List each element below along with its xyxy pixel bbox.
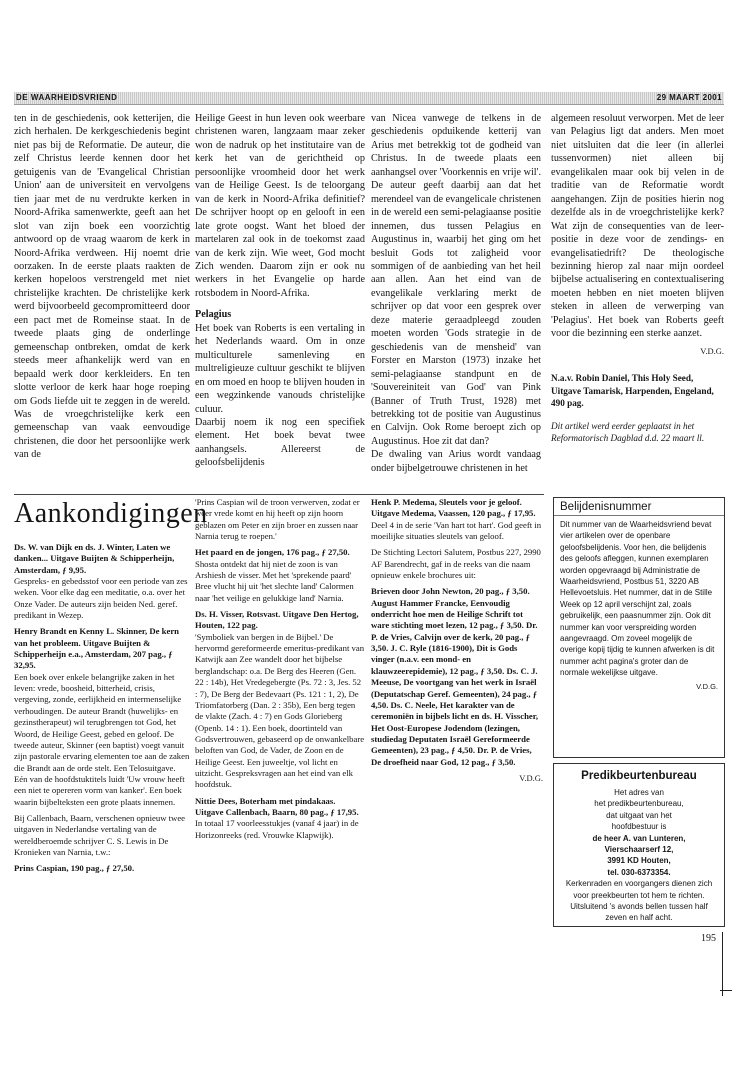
announcement-item xyxy=(14,813,190,858)
article-paragraph: van Nicea vanwege de telkens in de geschiedenis opduikende ketterij van Arius met betrekkig tot de godheid van Christus. In de tweede plaats een aanhangsel over 'Voorkennis en vrije wil'. De auteur geeft daarbij aan dat het merendeel van de evangelicale christenen in de wereld een semi-pelagiaanse positie innemen, dus tussen Pelagius en Augustinus in, waarbij het ging om het besluit Gods tot zaligheid voor sommigen of de aanbieding van het heil aan allen. Aan het eind van de evangelikale verklaring merkt de schrijver op dat voor een gesprek over deze materie geraadpleegd zouden moeten worden 'Gods strategie in de geschiedenis van de mensheid' van Forster en Marston (1973) inzake het semi-pelagiaanse standpunt en de 'Souvereiniteit van God' van Pink (Banner of Truth Trust, 1928) met betrekking tot de positie van Augustinus en Calvijn. Ook Rome beroept zich op Augustinus. Hoe zit dat dan? xyxy=(371,113,541,447)
announcement-text: 'Symboliek van bergen in de Bijbel.' De hervormd gereformeerde emeritus-predikant van Katwijk aan Zee wandelt door het bijbelse berglandschap: o.a. De Berg des Heeren (Gen. 22 : 14b), Het Vredegebergte (Ps. 72 : 3, Jes. 52 : 7), De Berg der Bedevaart (Ps. 121 : 1, 2), De Triomfatorberg (Dan. 2 : 35b), Een berg tegen de vlakte (Zach. 4 : 7) en Gods Glorieberg (Openb. 14 : 1). Een boek, doortinteld van Godsvertrouwen, gebaseerd op de onwankelbare beloften van God, de Vader, de Zoon en de Heilige Geest. Een juweeltje, vol licht en uitzicht. Gespreksvragen aan het eind van elk hoofdstuk. xyxy=(195,631,365,790)
announcement-text: 'Prins Caspian wil de troon verwerven, zodat er weer vrede komt en hij heeft op zijn hoorn geblazen om Peter en zijn broer en zussen naar Narnia terug te roepen.' xyxy=(195,497,360,542)
article-paragraph: Het boek van Roberts is een vertaling in het Nederlands waard. Om in onze multiculturele samenleving en multreligieuze cultuur geschikt te blijven en om moed en hoop te blijven houden in een wegzinkende vanouds christelijke culuur. xyxy=(195,322,365,415)
announcement-text: Shosta ontdekt dat hij niet de zoon is van Arshiesh de visser. Met het 'sprekende paard' Bree vlucht hij uit 'het slechte land' Calormen naar 'het veilige en gelukkige land' Narnia. xyxy=(195,558,354,603)
announcement-item xyxy=(14,542,190,621)
address-line: dat uitgaat van het xyxy=(606,810,672,820)
announcement-text: Bij Callenbach, Baarn, verschenen opnieuw twee uitgaven in Nederlandse vertaling van de wereldberoemde schrijver C. S. Lewis in De Kronieken van Narnia, t.w.: xyxy=(14,812,186,857)
announcements-column-1 xyxy=(14,542,190,880)
predikbeurtenbureau-box xyxy=(553,763,725,927)
announcement-text: In totaal 17 voorleesstukjes (vanaf 4 jaar) in de Horizonreeks (red. Vrouwke Klapwijk). xyxy=(195,818,359,840)
article-paragraph: De dwaling van Arius wordt vandaag onder bijbelgetrouwe christenen in het xyxy=(371,449,541,474)
announcements-signature: V.D.G. xyxy=(519,772,543,783)
announcement-text: Een boek over enkele belangrijke zaken in het leven: vrede, boosheid, bitterheid, crisis, vergeving, zonde, eerlijkheid en intermenselijke verhoudingen. De auteur Brandt (huwelijks- en gezinstherapeut) wil terugbrengen tot God, het Woord, de Heilige Geest, gebed en geloof. De tweede auteur, Skinner (een baptist) voegt vanuit zijn pastorale ervaring elementen toe aan de zaken die Brandt aan de orde stelt. Een Telosuitgave. Eén van de hoofdstuktitels luidt 'Uw vrouw heeft een niet te opereren vorm van kanker'. Een boek waarin bijbelteksten een grote plaats innemen. xyxy=(14,671,190,807)
article-column-3 xyxy=(371,112,541,475)
issue-date: 29 MAART 2001 xyxy=(656,93,722,102)
article-paragraph: ten in de geschiedenis, ook ketterijen, die zich herhalen. De kerkgeschiedenis begint niet pas bij de Reformatie. De auteur, die zelf Christus leerde kennen door het getuigenis van de 'Evangelical Christian Union' aan de universiteit en vervolgens tien jaar met de nu verdrukte kerken in Noord-Afrika samenwerkte, geeft aan het slot van zijn boek een voorzichtig antwoord op de vraag waarom de kerk in Noord-Afrika verdween. Hij noemt drie oorzaken. In de eerste plaats raakten de kerken hopeloos verstrengeld met niet christelijke krachten. De christelijke kerk werd bijvoorbeeld gecompromitteerd door een pact met de Romeinse staat. In de tweede plaats ging de onderlinge gemeenschap ontbreken, omdat de kerk steeds meer afhankelijk werd van en bepaald werk door kerkleiders. En ten slotte verloor de kerk haar hoge roeping om Gods liefde uit te zeggen in de wereld. Was de vroegchristelijke kerk een gemeenschap van vaak eenvoudige christenen, die door het persoonlijke werk van de xyxy=(14,113,190,461)
announcement-heading: Brieven door John Newton, 20 pag., ƒ 3,50. August Hammer Francke, Eenvoudig onderricht hoe men de Heilige Schrift tot ware stichting moet lezen, 12 pag., ƒ 3,50. Dr. P. de Vries, Calvijn over de kerk, 20 pag., ƒ 3,50. J. C. Ryle (1816-1900), Dit is Gods vinger (n.a.v. een mond- en klauwzeerepidemie), 12 pag., ƒ 3,50. Ds. C. J. Meeuse, De voortgang van het werk in Israël (Deputatschap Geref. Gemeenten), 24 pag., ƒ 4,50. Ds. C. Neele, Het karakter van de ceremoniën in bijbels licht en ds. H. Visscher, Het Oost-Europese Jodendom (lezingen, studiedag Deputaten Israël Gereformeerde Gemeenten), 23 pag., ƒ 4,50. Dr. P. de Vries, De droefheid naar God, 12 pag., ƒ 3,50. xyxy=(371,586,538,767)
announcement-heading: Ds. W. van Dijk en ds. J. Winter, Laten we danken... Uitgave Buijten & Schipperheijn, Amsterdam, ƒ 9,95. xyxy=(14,542,175,575)
address-line: het predikbeurtenbureau, xyxy=(594,799,684,809)
announcements-column-2 xyxy=(195,497,365,846)
announcement-heading: Henry Brandt en Kenny L. Skinner, De kern van het probleem. Uitgave Buijten & Schipperheijn e.a., Amsterdam, 207 pag., ƒ 32,95. xyxy=(14,626,180,671)
box-title: Predikbeurtenbureau xyxy=(581,770,697,782)
article-paragraph: Daarbij noem ik nog een specifiek element. Het boek bevat twee aanhangsels. Allereerst de geloofsbelijdenis xyxy=(195,416,365,469)
belijdenisnummer-box xyxy=(553,497,725,758)
announcement-text: De Stichting Lectori Salutem, Postbus 227, 2990 AF Barendrecht, gaf in de reeks van die naam opnieuw enkele brochures uit: xyxy=(371,547,541,581)
address-line: hoofdbestuur is xyxy=(611,822,667,832)
page-edge-tick xyxy=(720,990,732,991)
announcement-text: Gespreks- en gebedsstof voor een periode van zes weken. Voor elke dag een meditatie, o.a. over het Onze Vader. De auteurs zijn beiden Ned. geref. predikant in Wezep. xyxy=(14,576,188,621)
announcement-item xyxy=(14,626,190,808)
book-source: N.a.v. Robin Daniel, This Holy Seed, Uitgave Tamarisk, Harpenden, Engeland, 490 pag. xyxy=(551,373,714,409)
announcement-text: Deel 4 in de serie 'Van hart tot hart'. God geeft in moeilijke situaties sleutels van geloof. xyxy=(371,519,542,542)
announcement-item xyxy=(195,609,365,791)
announcements-title: Aankondigingen xyxy=(14,498,208,529)
announcement-item xyxy=(371,586,543,768)
announcement-heading: Het paard en de jongen, 176 pag., ƒ 27,50. xyxy=(195,547,350,558)
contact-line: tel. 030-6373354. xyxy=(607,867,671,877)
subheading-pelagius: Pelagius xyxy=(195,309,232,321)
article-signature: V.D.G. xyxy=(700,345,724,356)
box-body xyxy=(554,516,724,695)
announcement-item xyxy=(195,796,365,841)
announcement-item xyxy=(371,547,543,581)
page-header xyxy=(14,92,724,105)
box-text: Dit nummer van de Waarheidsvriend bevat vier artikelen over de openbare geloofsbelijdenis. Voor hen, die belijdenis des geloofs afleggen, kunnen exemplaren worden opgevraagd bij Administratie de Waarheidsvriend, Postbus 51, 3220 AB Hellevoetsluis. Het nummer, dat in de Stille Week op 12 april verschijnt zal, zoals gebruikelijk, een paasnummer zijn. Ook dit nummer kan voor verspreiding worden aangevraagd. Om zoveel mogelijk de overige kopij tijdig te kunnen afwerken is dit nummer acht pagina's groter dan de normale wekelijkse uitgave. xyxy=(560,520,715,678)
announcement-item xyxy=(371,497,543,542)
box-body xyxy=(554,784,724,927)
article-column-1 xyxy=(14,112,190,462)
page-edge-line xyxy=(722,932,723,996)
announcement-heading: Nittie Dees, Boterham met pindakaas. Uitgave Callenbach, Baarn, 80 pag., ƒ 17,95. xyxy=(195,795,359,817)
box-signature: V.D.G. xyxy=(696,681,718,691)
masthead: DE WAARHEIDSVRIEND xyxy=(16,93,118,102)
article-column-4 xyxy=(551,112,724,445)
address-line: Het adres van xyxy=(614,788,664,797)
box-title: Belijdenisnummer xyxy=(554,498,724,516)
publication-note: Dit artikel werd eerder geplaatst in het Reformatorisch Dagblad d.d. 22 maart ll. xyxy=(551,420,705,444)
article-paragraph: Heilige Geest in hun leven ook weerbare christenen waren, langzaam maar zeker won de nadruk op het institutaire van de kerk het van de gerichtheid op persoonlijke vroomheid door het werk van de Heilige Geest. Is de teloorgang van de kerk in Noord-Afrika definitief? De schrijver hoopt op en gelooft in een late grote oogst. Want het bloed der martelaren zal ook in de toekomst zaad van de kerk zijn. Wie weet, God mocht Zich wenden. Daarom zijn er ook nu werkers in het Evangelie op harde rotsbodem in Noord-Afrika. xyxy=(195,113,365,299)
announcement-item xyxy=(195,547,365,604)
announcement-heading: Ds. H. Visser, Rotsvast. Uitgave Den Hertog, Houten, 122 pag. xyxy=(195,609,359,631)
announcements-column-3 xyxy=(371,497,543,784)
contact-line: de heer A. van Lunteren, xyxy=(592,833,686,843)
article-paragraph: algemeen resoluut verworpen. Met de leer van Pelagius ligt dat anders. Men moet niet uitsluiten dat die leer (in allerlei tussenvormen) niet alleen bij evangelikalen maar ook bij velen in de traditie van de Reformatie wordt aangehangen. Zijn de posities hierin nog dezelfde als in de vroegchristelijke kerk? Wat zijn de consequenties van de leer-positie in deze voor de zendings- en evangelisatiedrift? De theologische bezinning hierop zal naar mijn oordeel bijbelse actualisering en contextualisering moeten hebben en niet moeten blijven steken in alleen de verwerping van 'Pelagius'. Het boek van Roberts geeft voor die bezinning een sterke aanzet. xyxy=(551,113,724,340)
contact-line: Vierschaarserf 12, xyxy=(604,845,674,855)
article-column-2 xyxy=(195,112,365,470)
box-footer: Kerkenraden en voorgangers dienen zich voor preekbeurten tot hem te richten. Uitsluitend 's avonds bellen tussen half zeven en half acht. xyxy=(565,879,713,923)
announcement-item xyxy=(195,497,365,542)
announcement-heading: Henk P. Medema, Sleutels voor je geloof. Uitgave Medema, Vaassen, 120 pag., ƒ 17,95. xyxy=(371,497,536,519)
page-number: 195 xyxy=(701,933,716,944)
announcement-item xyxy=(14,863,190,874)
contact-line: 3991 KD Houten, xyxy=(607,856,671,866)
announcement-heading: Prins Caspian, 190 pag., ƒ 27,50. xyxy=(14,863,135,874)
section-divider xyxy=(14,494,544,495)
